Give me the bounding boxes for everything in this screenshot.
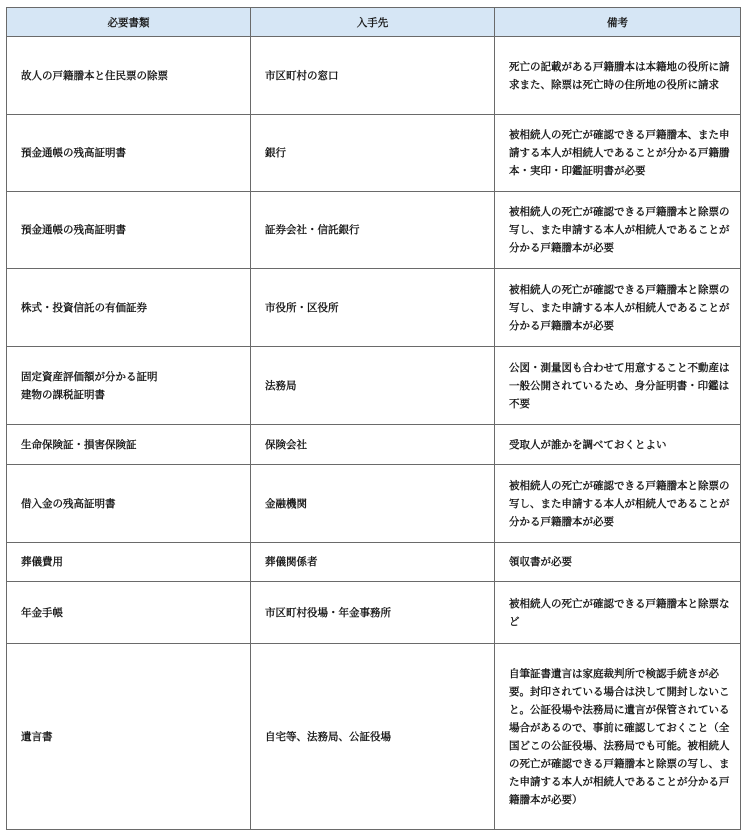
source-cell: 市役所・区役所 (251, 269, 495, 347)
note-cell: 被相続人の死亡が確認できる戸籍謄本、また申請する本人が相続人であることが分かる戸籍謄本・実印・印鑑証明書が必要 (495, 115, 741, 192)
header-source: 入手先 (251, 8, 495, 37)
source-cell: 銀行 (251, 115, 495, 192)
note-cell: 被相続人の死亡が確認できる戸籍謄本と除票の写し、また申請する本人が相続人であることが分かる戸籍謄本が必要 (495, 465, 741, 543)
header-notes: 備考 (495, 8, 741, 37)
source-cell: 自宅等、法務局、公証役場 (251, 644, 495, 830)
table-row (7, 582, 741, 644)
table-row (7, 347, 741, 425)
table-row (7, 192, 741, 269)
header-row (7, 8, 741, 37)
source-cell: 金融機関 (251, 465, 495, 543)
table-row (7, 37, 741, 115)
note-cell: 受取人が誰かを調べておくとよい (495, 425, 741, 465)
documents-table (6, 7, 741, 830)
note-cell: 被相続人の死亡が確認できる戸籍謄本と除票など (495, 582, 741, 644)
note-cell: 自筆証書遺言は家庭裁判所で検認手続きが必要。封印されている場合は決して開封しないこと。公証役場や法務局に遺言が保管されている場合があるので、事前に確認しておくこと（全国どこの公証役場、法務局でも可能。被相続人の死亡が確認できる戸籍謄本と除票の写し、また申請する本人が相続人であることが分かる戸籍謄本が必要） (495, 644, 741, 830)
source-cell: 市区町村の窓口 (251, 37, 495, 115)
table-row (7, 115, 741, 192)
doc-cell: 葬儀費用 (7, 543, 251, 582)
note-cell: 公図・測量図も合わせて用意すること不動産は一般公開されているため、身分証明書・印鑑は不要 (495, 347, 741, 425)
doc-cell: 株式・投資信託の有価証券 (7, 269, 251, 347)
doc-cell: 遺言書 (7, 644, 251, 830)
note-cell: 死亡の記載がある戸籍謄本は本籍地の役所に請求また、除票は死亡時の住所地の役所に請求 (495, 37, 741, 115)
header-required-documents: 必要書類 (7, 8, 251, 37)
table-row (7, 644, 741, 830)
table-row (7, 465, 741, 543)
table-row (7, 543, 741, 582)
note-cell: 被相続人の死亡が確認できる戸籍謄本と除票の写し、また申請する本人が相続人であることが分かる戸籍謄本が必要 (495, 192, 741, 269)
doc-line-1: 固定資産評価額が分かる証明 (21, 370, 158, 383)
doc-cell: 年金手帳 (7, 582, 251, 644)
source-cell: 法務局 (251, 347, 495, 425)
doc-cell (7, 347, 251, 425)
doc-cell: 預金通帳の残高証明書 (7, 192, 251, 269)
doc-cell: 生命保険証・損害保険証 (7, 425, 251, 465)
doc-cell: 預金通帳の残高証明書 (7, 115, 251, 192)
note-cell: 被相続人の死亡が確認できる戸籍謄本と除票の写し、また申請する本人が相続人であることが分かる戸籍謄本が必要 (495, 269, 741, 347)
table-row (7, 269, 741, 347)
source-cell: 保険会社 (251, 425, 495, 465)
source-cell: 葬儀関係者 (251, 543, 495, 582)
note-cell: 領収書が必要 (495, 543, 741, 582)
doc-line-2: 建物の課税証明書 (21, 388, 105, 401)
table-row (7, 425, 741, 465)
doc-cell: 故人の戸籍謄本と住民票の除票 (7, 37, 251, 115)
doc-cell: 借入金の残高証明書 (7, 465, 251, 543)
source-cell: 市区町村役場・年金事務所 (251, 582, 495, 644)
source-cell: 証券会社・信託銀行 (251, 192, 495, 269)
